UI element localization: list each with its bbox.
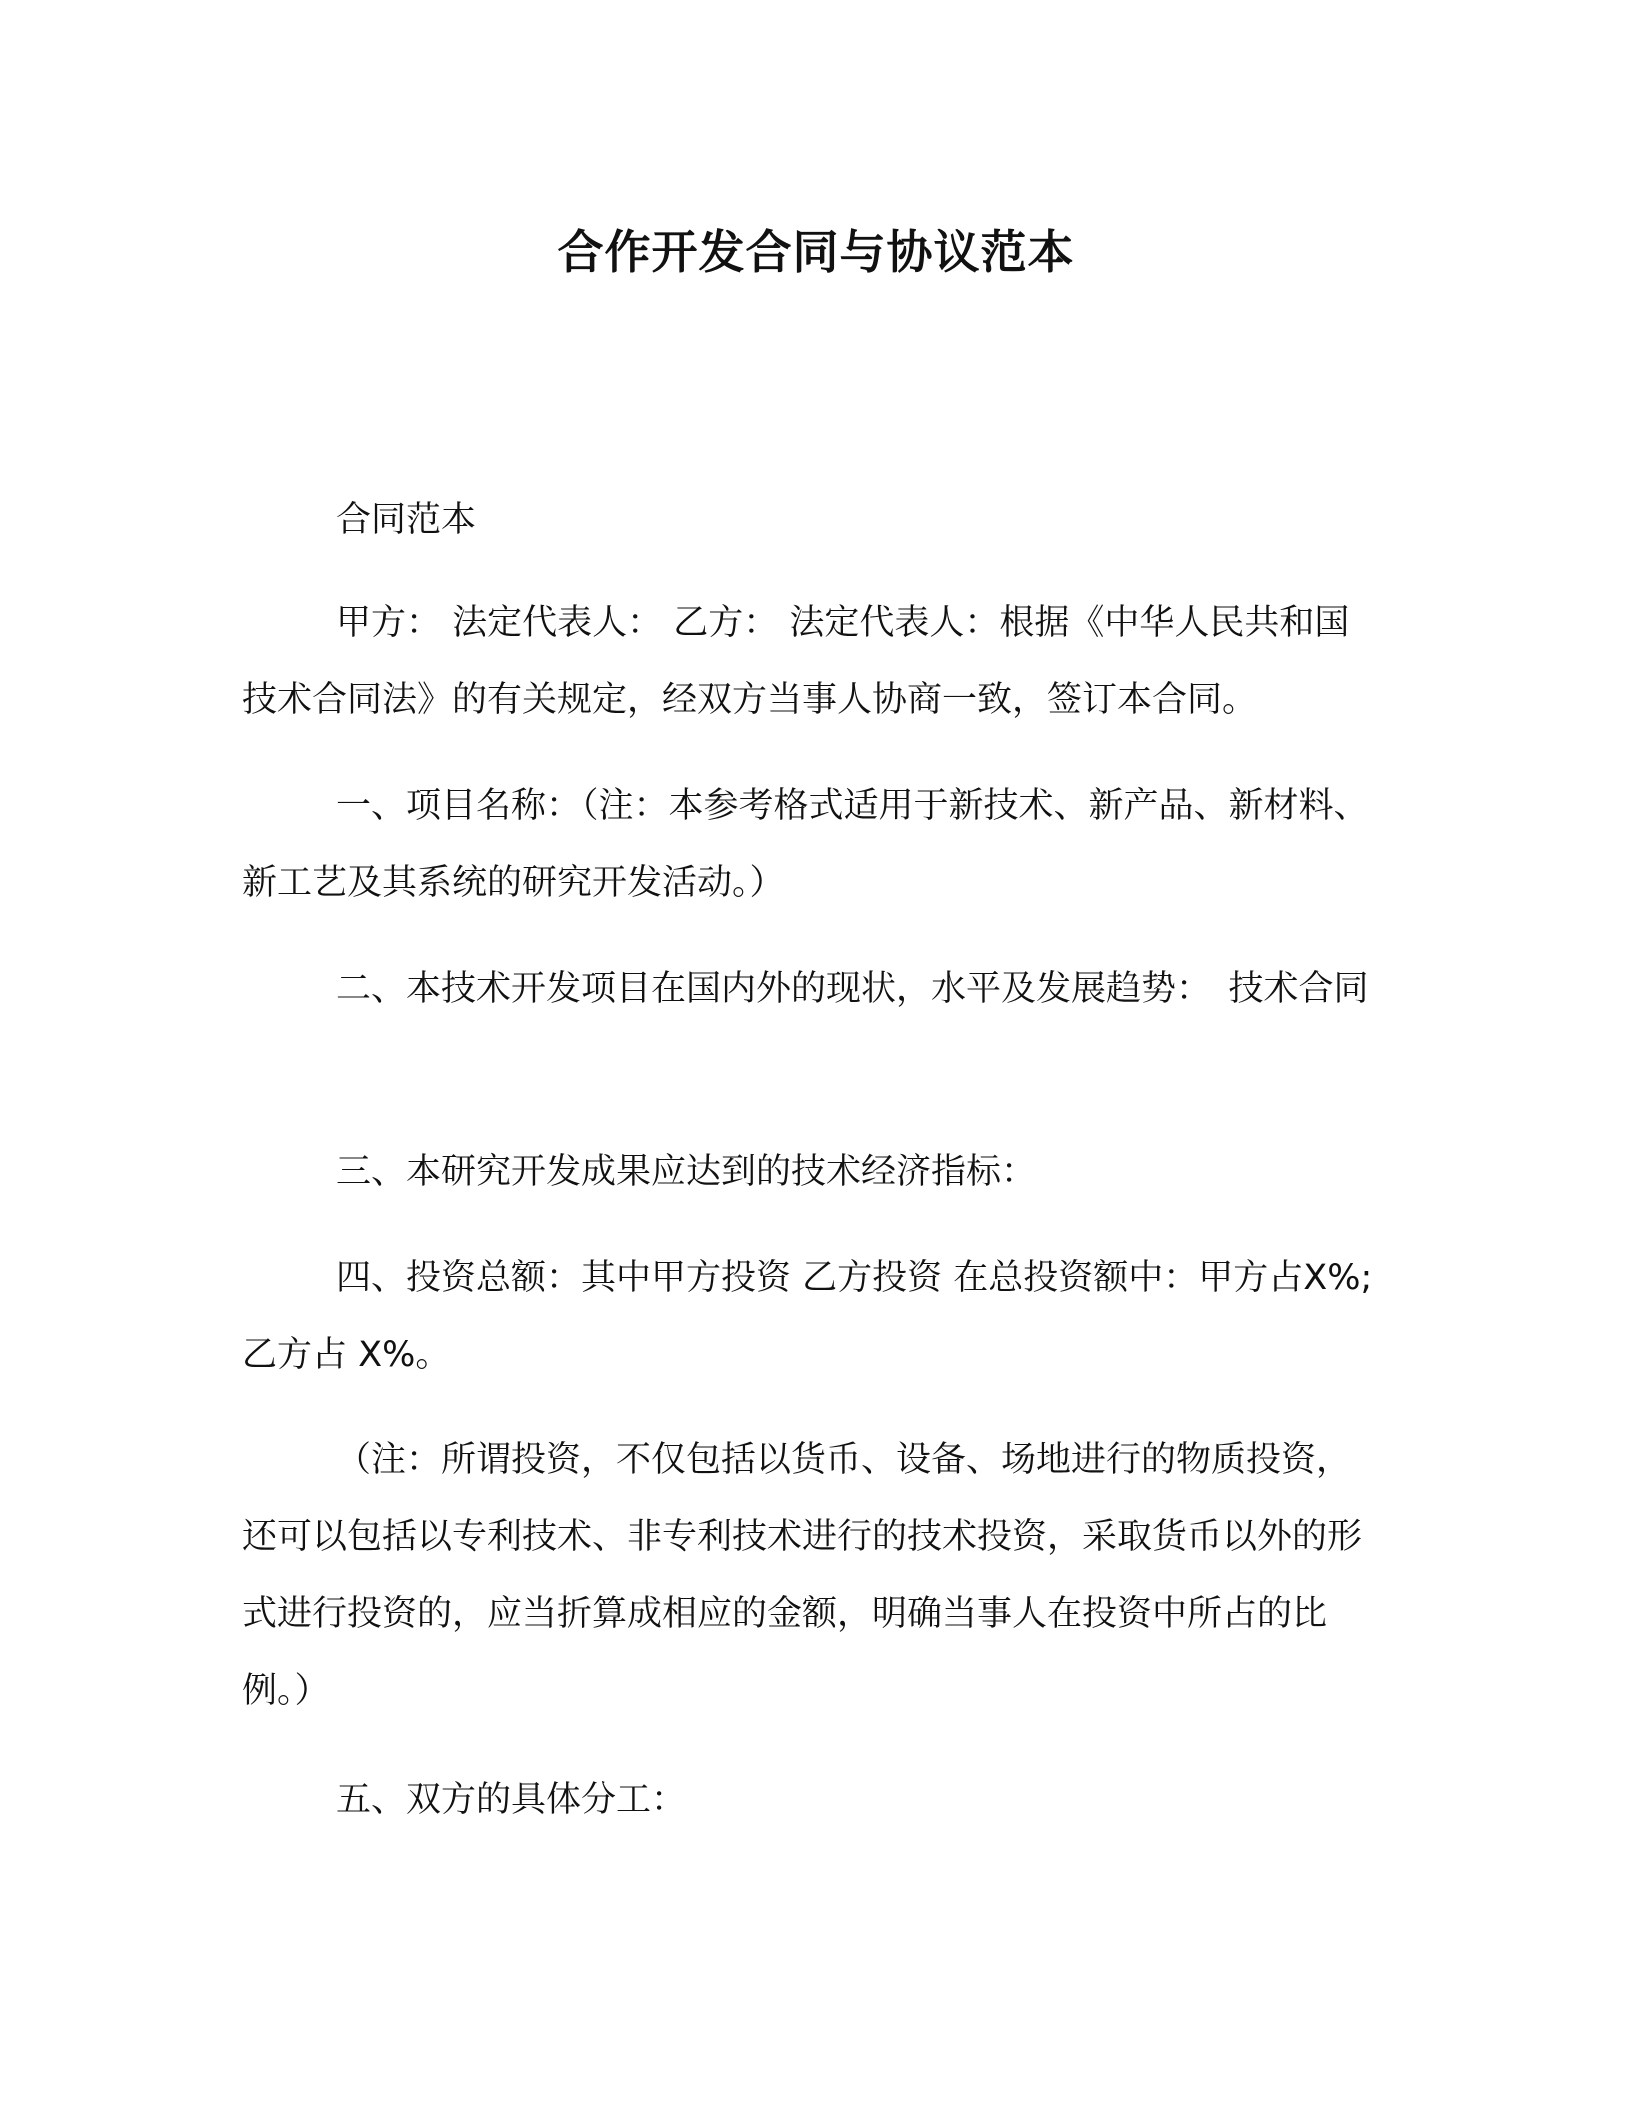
paragraph-indicators: 三、本研究开发成果应达到的技术经济指标： (336, 1152, 1037, 1192)
paragraph-parties: 甲方： 法定代表人： 乙方： 法定代表人：根据《中华人民共和国技术合同法》的有关规定，经双方当事人协商一致，签订本合同。 (242, 603, 1350, 720)
paragraph-investment: 四、投资总额：其中甲方投资 乙方投资 在总投资额中：甲方占X%;乙方占 X%。 (242, 1258, 1373, 1375)
section-heading: 合同范本 (336, 500, 477, 540)
document-title: 合作开发合同与协议范本 (557, 225, 1075, 279)
paragraph-project-name: 一、项目名称：（注：本参考格式适用于新技术、新产品、新材料、新工艺及其系统的研究开发活动。） (242, 786, 1369, 903)
paragraph-status: 二、本技术开发项目在国内外的现状，水平及发展趋势： 技术合同 (336, 969, 1369, 1009)
paragraph-investment-note: （注：所谓投资，不仅包括以货币、设备、场地进行的物质投资，还可以包括以专利技术、非专利技术进行的技术投资，采取货币以外的形式进行投资的，应当折算成相应的金额，明确当事人在投资中所占的比例。） (242, 1440, 1363, 1711)
paragraph-division-of-work: 五、双方的具体分工： (336, 1780, 687, 1820)
